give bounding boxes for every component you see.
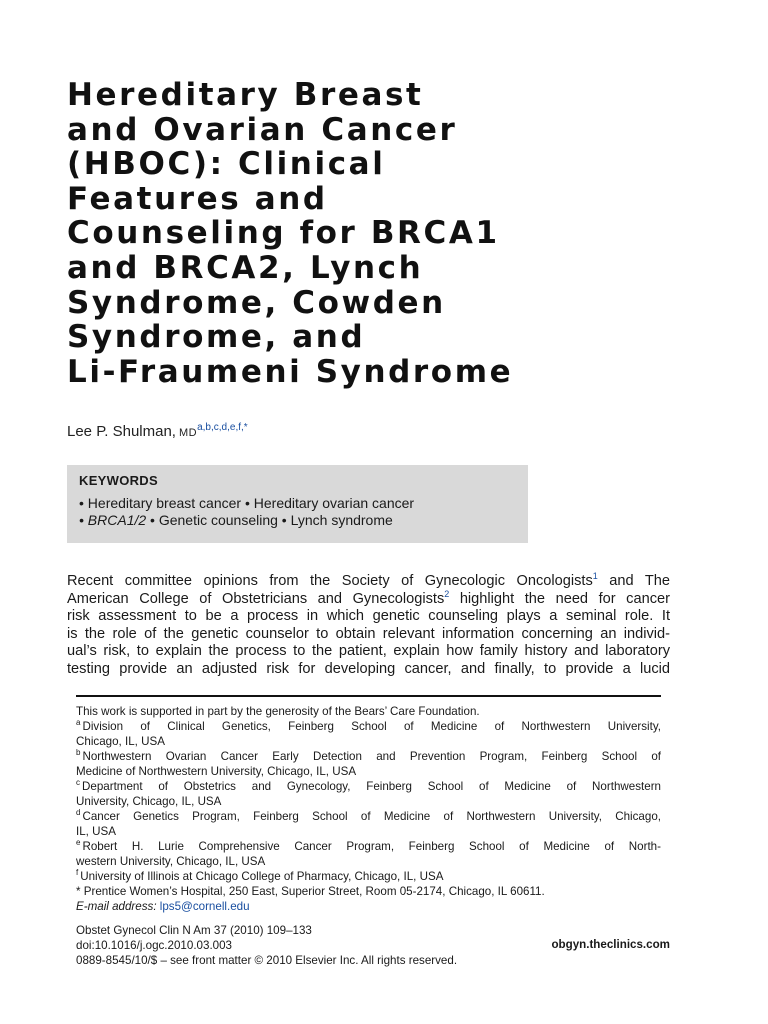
affiliation-b-cont: Medicine of Northwestern University, Chicago, IL, USA xyxy=(76,765,357,778)
title-line: Li-Fraumeni Syndrome xyxy=(67,353,514,390)
body-line xyxy=(67,588,670,609)
affiliation-text: University of Illinois at Chicago College of Pharmacy, Chicago, IL, USA xyxy=(80,870,444,883)
affiliation-e xyxy=(76,839,661,854)
affiliation-e-cont: western University, Chicago, IL, USA xyxy=(76,855,266,868)
title-line: and Ovarian Cancer xyxy=(67,111,458,148)
affiliation-mark: b xyxy=(76,748,81,757)
footnote-divider xyxy=(76,695,661,697)
reference-link[interactable]: 2 xyxy=(444,588,450,599)
affiliation-mark: e xyxy=(76,838,81,847)
corresponding-address: * Prentice Women’s Hospital, 250 East, Superior Street, Room 05-2174, Chicago, IL 60611. xyxy=(76,885,545,898)
author-name: Lee P. Shulman, xyxy=(67,423,176,440)
author-line xyxy=(67,422,248,440)
email-line xyxy=(76,899,661,914)
support-note: This work is supported in part by the generosity of the Bears’ Care Foundation. xyxy=(76,705,480,718)
affiliation-a-cont: Chicago, IL, USA xyxy=(76,735,165,748)
affiliation-f xyxy=(76,869,661,884)
affiliation-a xyxy=(76,719,661,734)
keyword-rest: • Genetic counseling • Lynch syndrome xyxy=(146,512,393,528)
affiliation-links[interactable]: a,b,c,d,e,f,* xyxy=(197,422,248,433)
body-line: testing provide an adjusted risk for developing cancer, and finally, to provide a lucid xyxy=(67,660,670,677)
body-line: risk assessment to be a process in which genetic counseling plays a seminal role. It xyxy=(67,608,670,625)
affiliation-d-cont: IL, USA xyxy=(76,825,116,838)
affiliation-mark: f xyxy=(76,868,79,877)
keywords-line xyxy=(79,512,516,529)
title-line: Syndrome, Cowden xyxy=(67,284,446,321)
body-text-segment: and The xyxy=(597,573,670,589)
affiliation-mark: a xyxy=(76,718,81,727)
affiliation-c xyxy=(76,779,661,794)
email-link[interactable]: lps5@cornell.edu xyxy=(159,900,250,913)
title-line: and BRCA2, Lynch xyxy=(67,249,424,286)
keywords-line: • Hereditary breast cancer • Hereditary ovarian cancer xyxy=(79,495,415,511)
body-text-segment: American College of Obstetricians and Gynecologists xyxy=(67,590,445,607)
body-line: is the role of the genetic counselor to obtain relevant information concerning an individ- xyxy=(67,625,670,642)
affiliation-d xyxy=(76,809,661,824)
author-degree: MD xyxy=(178,427,198,439)
keyword-brca: • BRCA1/2 xyxy=(79,512,147,528)
keywords-heading: KEYWORDS xyxy=(79,473,158,488)
doi: doi:10.1016/j.ogc.2010.03.003 xyxy=(76,939,233,952)
keywords-box xyxy=(67,465,528,543)
title-line: (HBOC): Clinical xyxy=(67,146,386,183)
title-line: Features and xyxy=(67,180,328,217)
title-line: Syndrome, and xyxy=(67,319,366,356)
title-line: Counseling for BRCA1 xyxy=(67,215,500,252)
copyright: 0889-8545/10/$ – see front matter © 2010 Elsevier Inc. All rights reserved. xyxy=(76,954,458,967)
affiliation-text: Department of Obstetrics and Gynecology, Feinberg School of Medicine of Northwestern xyxy=(82,780,661,793)
body-text-segment: Recent committee opinions from the Society of Gynecologic Oncologists xyxy=(67,573,593,589)
body-text-segment: highlight the need for cancer xyxy=(449,590,670,607)
affiliation-mark: c xyxy=(76,778,80,787)
affiliation-text: Cancer Genetics Program, Feinberg School of Medicine of Northwestern University, Chicago, xyxy=(82,810,661,823)
journal-citation: Obstet Gynecol Clin N Am 37 (2010) 109–133 xyxy=(76,924,312,937)
body-line: ual’s risk, to explain the process to the patient, explain how family history and laboratory xyxy=(67,643,670,660)
affiliation-text: Northwestern Ovarian Cancer Early Detection and Prevention Program, Feinberg School of xyxy=(82,750,661,763)
affiliation-text: Division of Clinical Genetics, Feinberg School of Medicine of Northwestern University, xyxy=(82,720,661,733)
journal-website[interactable]: obgyn.theclinics.com xyxy=(551,938,670,951)
affiliation-mark: d xyxy=(76,808,81,817)
reference-link[interactable]: 1 xyxy=(592,571,598,581)
title-line: Hereditary Breast xyxy=(67,77,424,113)
affiliation-b xyxy=(76,749,661,764)
body-paragraph xyxy=(67,573,670,679)
body-line xyxy=(67,573,670,591)
footnotes xyxy=(76,704,661,914)
affiliation-text: Robert H. Lurie Comprehensive Cancer Program, Feinberg School of Medicine of North- xyxy=(82,840,661,853)
article-title xyxy=(67,78,627,389)
email-label: E-mail address: xyxy=(76,900,157,913)
affiliation-c-cont: University, Chicago, IL, USA xyxy=(76,795,222,808)
